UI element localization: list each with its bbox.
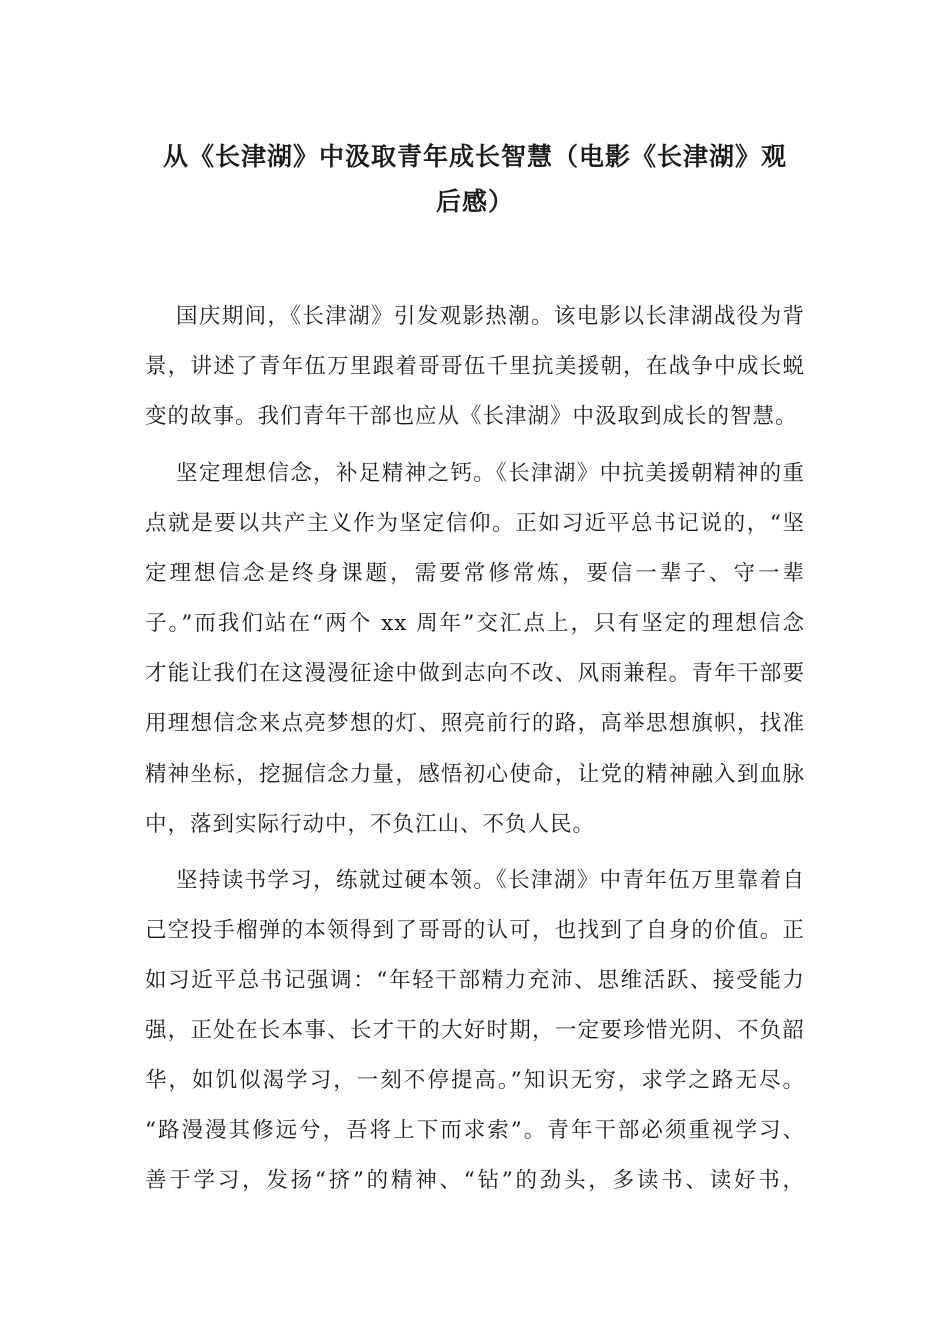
paragraph-3-line-2: 己空投手榴弹的本领得到了哥哥的认可，也找到了自身的价值。正	[145, 918, 805, 943]
paragraph-3-line-4: 强，正处在长本事、长才干的大好时期，一定要珍惜光阴、不负韶	[145, 1018, 805, 1043]
paragraph-3-line-1: 坚持读书学习，练就过硬本领。《长津湖》中青年伍万里靠着自	[176, 868, 805, 893]
paragraph-2-line-8: 中，落到实际行动中，不负江山、不负人民。	[145, 812, 596, 837]
paragraph-3-line-5: 华，如饥似渴学习，一刻不停提高。”知识无穷，求学之路无尽。	[145, 1068, 805, 1093]
paragraph-3-line-3: 如习近平总书记强调：“年轻干部精力充沛、思维活跃、接受能力	[145, 968, 805, 993]
paragraph-2-line-2: 点就是要以共产主义作为坚定信仰。正如习近平总书记说的，“坚	[145, 511, 805, 536]
paragraph-2-line-4: 子。”而我们站在“两个 xx 周年”交汇点上，只有坚定的理想信念	[145, 611, 805, 636]
paragraph-3-line-6: “路漫漫其修远兮，吾将上下而求索”。青年干部必须重视学习、	[145, 1118, 805, 1143]
document-title-line-2: 后感）	[435, 187, 514, 216]
paragraph-2-line-3: 定理想信念是终身课题，需要常修常炼，要信一辈子、守一辈	[145, 561, 805, 586]
paragraph-1-line-3: 变的故事。我们青年干部也应从《长津湖》中汲取到成长的智慧。	[145, 404, 798, 429]
paragraph-2-line-5: 才能让我们在这漫漫征途中做到志向不改、风雨兼程。青年干部要	[145, 661, 805, 686]
paragraph-1-line-1: 国庆期间，《长津湖》引发观影热潮。该电影以长津湖战役为背	[176, 304, 805, 329]
document-title-line-1: 从《长津湖》中汲取青年成长智慧（电影《长津湖》观	[162, 142, 787, 171]
paragraph-2-line-6: 用理想信念来点亮梦想的灯、照亮前行的路，高举思想旗帜，找准	[145, 711, 805, 736]
paragraph-2-line-7: 精神坐标，挖掘信念力量，感悟初心使命，让党的精神融入到血脉	[145, 762, 805, 787]
paragraph-2-line-1: 坚定理想信念，补足精神之钙。《长津湖》中抗美援朝精神的重	[176, 461, 805, 486]
paragraph-1-line-2: 景，讲述了青年伍万里跟着哥哥伍千里抗美援朝，在战争中成长蜕	[145, 354, 805, 379]
paragraph-3-line-7: 善于学习，发扬“挤”的精神、“钻”的劲头，多读书、读好书，	[145, 1168, 805, 1193]
